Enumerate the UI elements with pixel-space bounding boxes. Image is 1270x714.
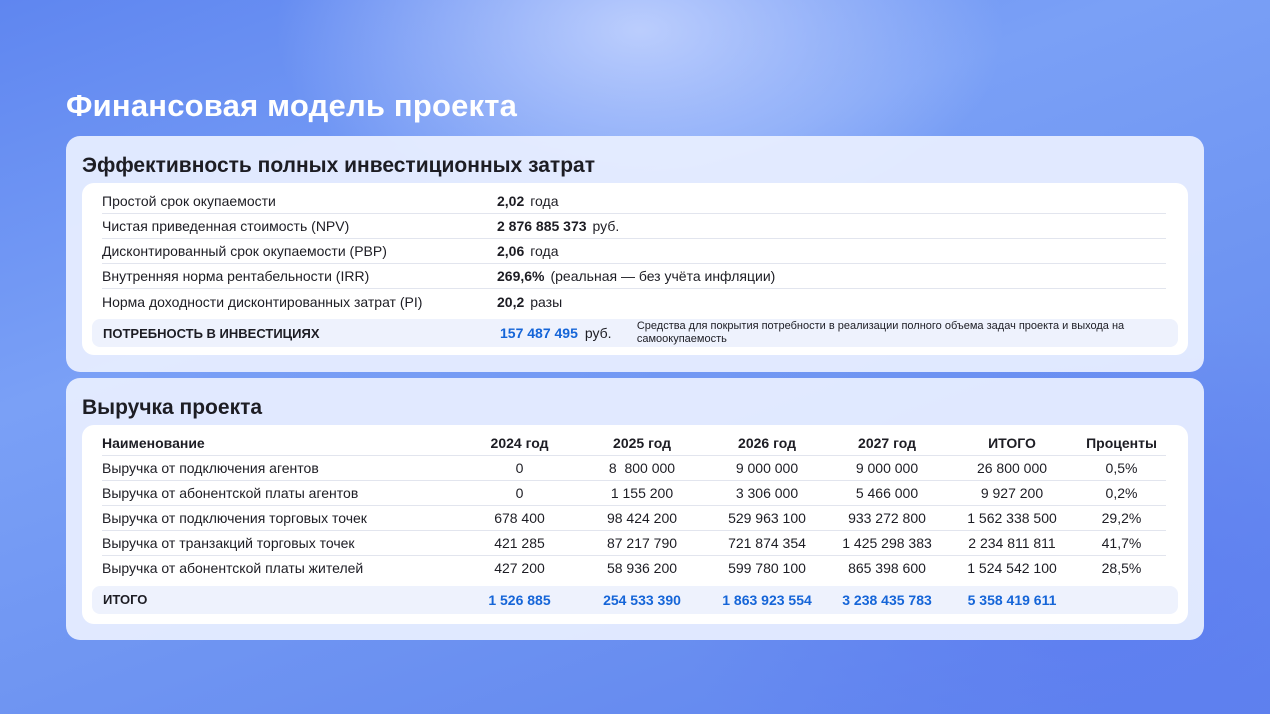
table-cell: 599 780 100 bbox=[728, 560, 806, 576]
header-cell: 2026 год bbox=[738, 435, 796, 451]
metric-value: 2 876 885 373 bbox=[497, 218, 587, 234]
metric-label: Простой срок окупаемости bbox=[102, 193, 276, 209]
header-cell: Наименование bbox=[102, 435, 205, 451]
investment-row bbox=[92, 319, 1178, 347]
total-cell: 3 238 435 783 bbox=[842, 592, 932, 608]
table-cell: 9 927 200 bbox=[980, 485, 1044, 501]
table-cell: 721 874 354 bbox=[728, 535, 806, 551]
header-cell: 2027 год bbox=[858, 435, 916, 451]
table-cell: 1 524 542 100 bbox=[967, 560, 1057, 576]
table-cell: 9 000 000 bbox=[855, 460, 919, 476]
metric-label: Чистая приведенная стоимость (NPV) bbox=[102, 218, 350, 234]
metric-value: 2,06 bbox=[497, 243, 525, 259]
table-cell: 0 bbox=[515, 460, 524, 476]
total-cell: 5 358 419 611 bbox=[967, 592, 1057, 608]
total-row bbox=[92, 586, 1178, 614]
table-row bbox=[102, 531, 1166, 556]
table-cell: Выручка от подключения агентов bbox=[102, 460, 319, 476]
table-cell: 41,7% bbox=[1101, 535, 1142, 551]
metric-value: 20,2 bbox=[497, 293, 525, 310]
metric-row-irr bbox=[102, 264, 1166, 289]
table-cell: 2 234 811 811 bbox=[968, 535, 1056, 551]
metric-row-npv bbox=[102, 214, 1166, 239]
table-cell: 0,2% bbox=[1105, 485, 1138, 501]
table-cell: 421 285 bbox=[494, 535, 545, 551]
metric-unit: (реальная — без учёта инфляции) bbox=[550, 268, 776, 284]
table-cell: 0 bbox=[515, 485, 524, 501]
total-cell: 1 526 885 bbox=[488, 592, 551, 608]
table-cell: Выручка от подключения торговых точек bbox=[102, 510, 367, 526]
table-cell: Выручка от абонентской платы агентов bbox=[102, 485, 359, 501]
header-cell: 2025 год bbox=[613, 435, 671, 451]
metric-unit: руб. bbox=[592, 218, 620, 234]
table-cell: 28,5% bbox=[1101, 560, 1142, 576]
table-cell: 865 398 600 bbox=[848, 560, 926, 576]
revenue-card bbox=[66, 378, 1204, 640]
table-cell: 427 200 bbox=[494, 560, 545, 576]
metric-unit: года bbox=[530, 193, 559, 209]
metric-row-pbp bbox=[102, 239, 1166, 264]
revenue-table bbox=[82, 425, 1188, 624]
header-cell: ИТОГО bbox=[988, 435, 1036, 451]
metric-row-payback bbox=[102, 189, 1166, 214]
table-cell: 529 963 100 bbox=[728, 510, 806, 526]
table-row bbox=[102, 481, 1166, 506]
revenue-title: Выручка проекта bbox=[82, 396, 263, 419]
metric-row-pi bbox=[102, 289, 1166, 314]
header-cell: Проценты bbox=[1086, 435, 1157, 451]
table-cell: 9 000 000 bbox=[735, 460, 799, 476]
table-cell: Выручка от абонентской платы жителей bbox=[102, 560, 364, 576]
table-row bbox=[102, 456, 1166, 481]
total-cell: 254 533 390 bbox=[603, 592, 681, 608]
metric-unit: разы bbox=[530, 293, 563, 310]
metric-label: Внутренняя норма рентабельности (IRR) bbox=[102, 268, 370, 284]
metric-value: 2,02 bbox=[497, 193, 525, 209]
investment-label: ПОТРЕБНОСТЬ В ИНВЕСТИЦИЯХ bbox=[103, 325, 320, 341]
table-row bbox=[102, 506, 1166, 531]
table-cell: 678 400 bbox=[494, 510, 545, 526]
total-label: ИТОГО bbox=[103, 592, 148, 607]
table-cell: 0,5% bbox=[1105, 460, 1138, 476]
table-cell: 58 936 200 bbox=[606, 560, 678, 576]
efficiency-panel bbox=[82, 183, 1188, 355]
metric-label: Норма доходности дисконтированных затрат (PI) bbox=[102, 293, 423, 310]
table-cell: 8 800 000 bbox=[608, 460, 676, 476]
investment-note: Средства для покрытия потребности в реализации полного объема задач проекта и выхода на самоокупаемость bbox=[636, 320, 1125, 345]
table-cell: 1 425 298 383 bbox=[842, 535, 932, 551]
total-cell: 1 863 923 554 bbox=[722, 592, 812, 608]
investment-unit: руб. bbox=[584, 325, 612, 341]
efficiency-card bbox=[66, 136, 1204, 372]
table-cell: 87 217 790 bbox=[606, 535, 678, 551]
table-cell: 3 306 000 bbox=[735, 485, 799, 501]
table-cell: 1 562 338 500 bbox=[967, 510, 1057, 526]
table-cell: 26 800 000 bbox=[976, 460, 1048, 476]
metric-label: Дисконтированный срок окупаемости (PBP) bbox=[102, 243, 387, 259]
table-cell: 933 272 800 bbox=[848, 510, 926, 526]
table-cell: 1 155 200 bbox=[610, 485, 674, 501]
table-header bbox=[102, 431, 1166, 456]
table-cell: 5 466 000 bbox=[855, 485, 919, 501]
page-title: Финансовая модель проекта bbox=[66, 88, 518, 123]
metric-unit: года bbox=[530, 243, 559, 259]
investment-value: 157 487 495 bbox=[500, 325, 578, 341]
metric-value: 269,6% bbox=[497, 268, 545, 284]
header-cell: 2024 год bbox=[490, 435, 549, 451]
table-cell: Выручка от транзакций торговых точек bbox=[102, 535, 355, 551]
efficiency-title: Эффективность полных инвестиционных затрат bbox=[82, 154, 595, 177]
table-row bbox=[102, 556, 1166, 581]
table-cell: 98 424 200 bbox=[606, 510, 678, 526]
table-cell: 29,2% bbox=[1101, 510, 1142, 526]
